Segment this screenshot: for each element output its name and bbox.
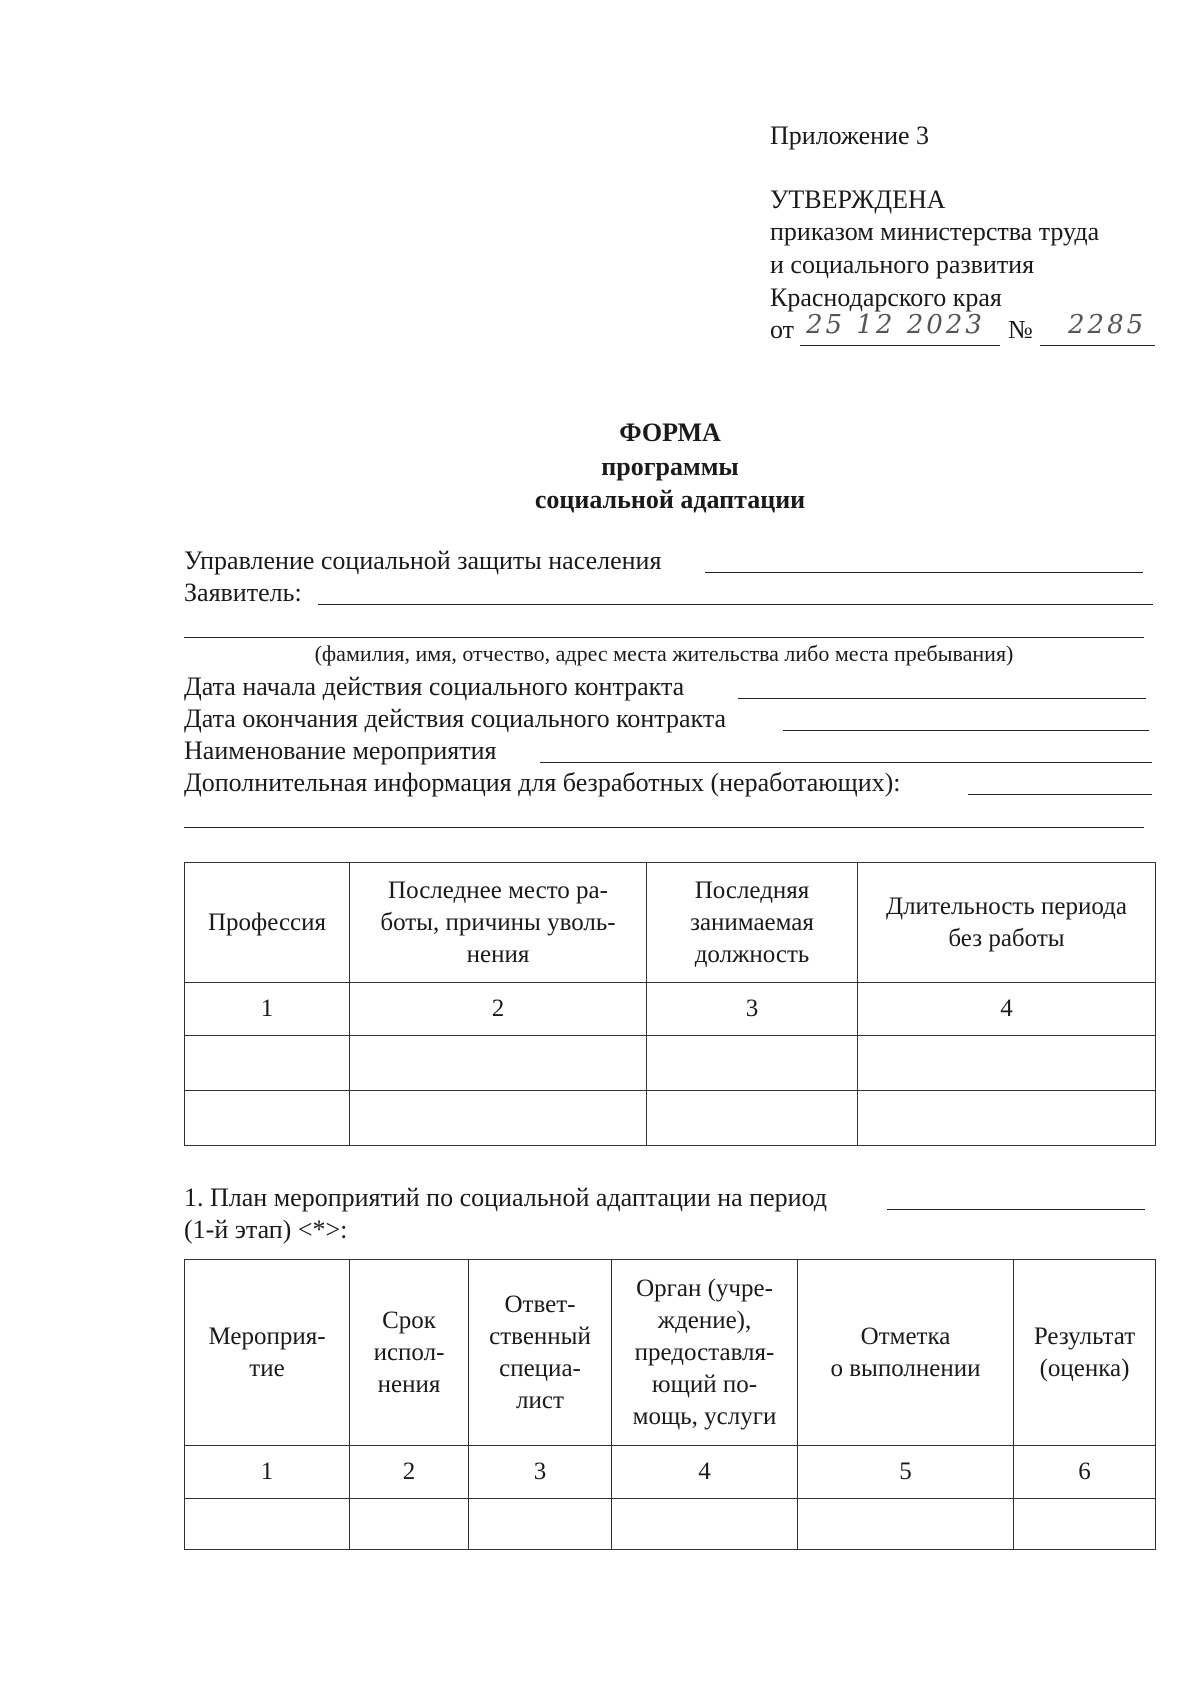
plan-table xyxy=(184,1259,1156,1550)
applicant-field-continued[interactable] xyxy=(184,637,1144,638)
table-number-row xyxy=(185,1446,1156,1499)
start-date-label: Дата начала действия социального контракта xyxy=(184,672,685,701)
table-cell[interactable] xyxy=(858,1036,1156,1091)
order-line-2: и социального развития xyxy=(770,250,1035,279)
department-field[interactable] xyxy=(705,572,1143,573)
measure-name-label: Наименование мероприятия xyxy=(184,736,497,765)
table-row xyxy=(185,1036,1156,1091)
table-number-row xyxy=(185,983,1156,1036)
column-number: 4 xyxy=(612,1446,798,1499)
header-cell: Последнее место ра- боты, причины уволь- нения xyxy=(350,863,647,983)
table-cell[interactable] xyxy=(798,1499,1014,1550)
table-header-row xyxy=(185,1260,1156,1446)
header-cell: Профессия xyxy=(185,863,350,983)
applicant-hint: (фамилия, имя, отчество, адрес места жительства либо места пребывания) xyxy=(314,641,1014,666)
table-row xyxy=(185,1499,1156,1550)
start-date-field[interactable] xyxy=(738,698,1146,699)
column-number: 2 xyxy=(350,983,647,1036)
column-number: 3 xyxy=(469,1446,612,1499)
number-underline xyxy=(1040,345,1155,346)
header-cell: Орган (учре- ждение), предоставля- ющий по- мощь, услуги xyxy=(612,1260,798,1446)
header-cell: Результат (оценка) xyxy=(1014,1260,1156,1446)
table-cell[interactable] xyxy=(185,1091,350,1146)
measure-name-field[interactable] xyxy=(540,762,1152,763)
header-cell: Ответ- ственный специа- лист xyxy=(469,1260,612,1446)
column-number: 3 xyxy=(647,983,858,1036)
order-line-1: приказом министерства труда xyxy=(770,217,1100,246)
table-cell[interactable] xyxy=(350,1091,647,1146)
approved-label: УТВЕРЖДЕНА xyxy=(770,185,946,214)
column-number: 1 xyxy=(185,983,350,1036)
column-number: 1 xyxy=(185,1446,350,1499)
order-line-3: Краснодарского края xyxy=(770,283,1002,312)
handwritten-date: 25 12 2023 xyxy=(806,310,985,340)
number-prefix: № xyxy=(1008,315,1033,344)
table-cell[interactable] xyxy=(858,1091,1156,1146)
header-cell: Мероприя- тие xyxy=(185,1260,350,1446)
column-number: 2 xyxy=(350,1446,469,1499)
header-cell: Длительность периода без работы xyxy=(858,863,1156,983)
form-title: ФОРМА xyxy=(619,418,721,447)
table-cell[interactable] xyxy=(185,1036,350,1091)
date-prefix: от xyxy=(770,315,795,344)
table-cell[interactable] xyxy=(612,1499,798,1550)
column-number: 6 xyxy=(1014,1446,1156,1499)
table-cell[interactable] xyxy=(185,1499,350,1550)
extra-info-field[interactable] xyxy=(968,794,1152,795)
extra-info-field-continued[interactable] xyxy=(184,827,1144,828)
applicant-label: Заявитель: xyxy=(184,578,302,607)
header-cell: Последняя занимаемая должность xyxy=(647,863,858,983)
end-date-field[interactable] xyxy=(783,730,1149,731)
handwritten-number: 2285 xyxy=(1068,310,1147,340)
form-subtitle-2: социальной адаптации xyxy=(534,485,806,514)
plan-stage: (1-й этап) <*>: xyxy=(184,1215,348,1244)
plan-heading: 1. План мероприятий по социальной адаптации на период xyxy=(184,1183,828,1212)
table-cell[interactable] xyxy=(469,1499,612,1550)
form-subtitle-1: программы xyxy=(601,452,739,481)
department-label: Управление социальной защиты населения xyxy=(184,546,662,575)
column-number: 5 xyxy=(798,1446,1014,1499)
header-cell: Срок испол- нения xyxy=(350,1260,469,1446)
extra-info-label: Дополнительная информация для безработных (неработающих): xyxy=(184,768,901,797)
table-header-row xyxy=(185,863,1156,983)
header-cell: Отметка о выполнении xyxy=(798,1260,1014,1446)
table-cell[interactable] xyxy=(647,1036,858,1091)
applicant-field[interactable] xyxy=(318,604,1153,605)
table-cell[interactable] xyxy=(1014,1499,1156,1550)
column-number: 4 xyxy=(858,983,1156,1036)
table-row xyxy=(185,1091,1156,1146)
end-date-label: Дата окончания действия социального контракта xyxy=(184,704,727,733)
date-underline xyxy=(800,345,1000,346)
appendix-label: Приложение 3 xyxy=(770,121,930,150)
table-cell[interactable] xyxy=(350,1499,469,1550)
table-cell[interactable] xyxy=(350,1036,647,1091)
table-cell[interactable] xyxy=(647,1091,858,1146)
unemployment-table xyxy=(184,862,1156,1146)
plan-period-field[interactable] xyxy=(887,1209,1145,1210)
